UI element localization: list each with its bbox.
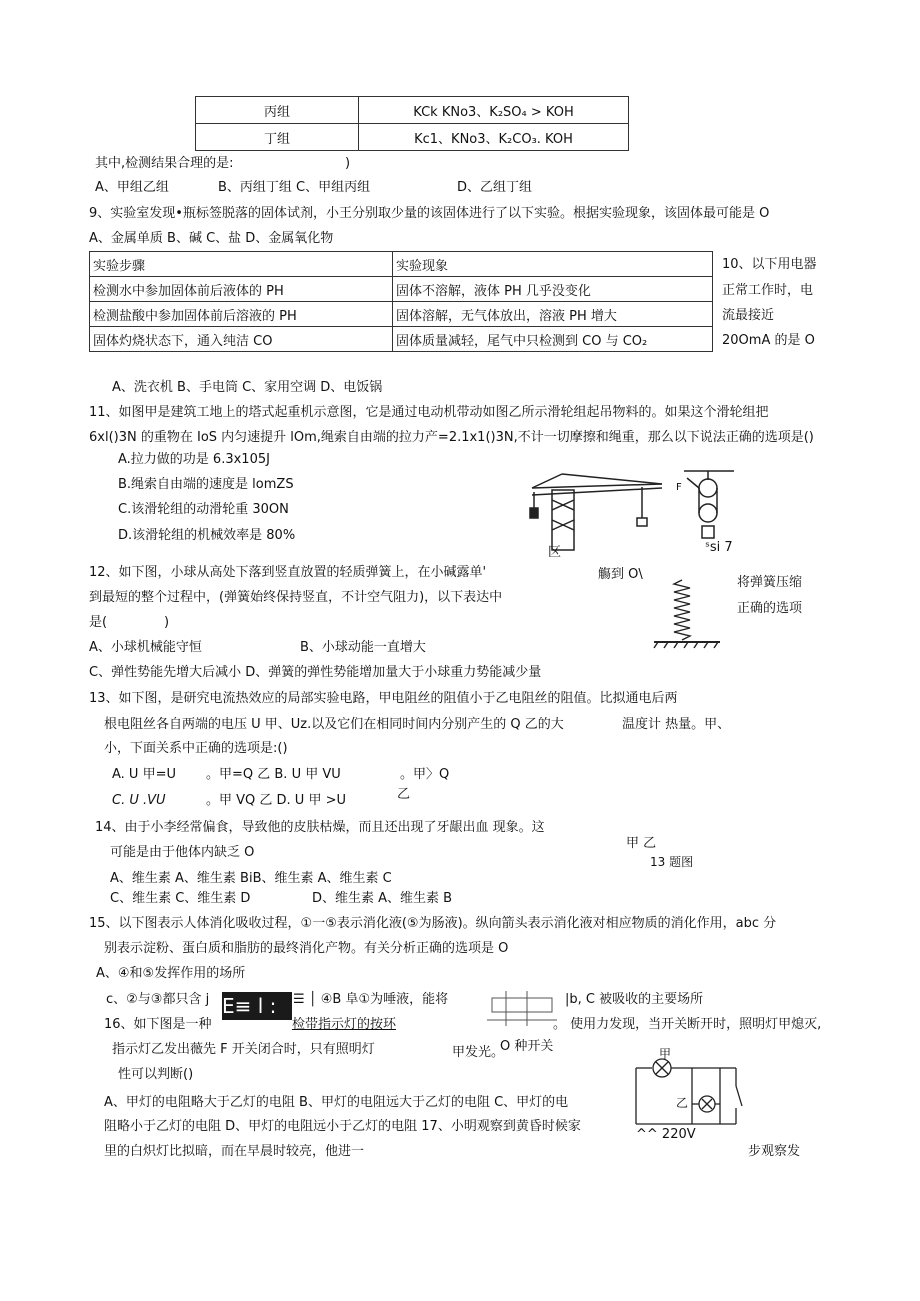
q9-options: A、金属单质 B、碱 C、盐 D、金属氧化物 <box>89 231 334 246</box>
table-row <box>90 327 713 352</box>
q15-option-c-end: |b, C 被吸收的主要场所 <box>565 992 704 1007</box>
figure-label-left: 区 <box>548 545 562 560</box>
q12-paren: ) <box>164 615 170 630</box>
q15-line1: 15、以下图表示人体消化吸收过程，①一⑤表示消化液(⑤为肠液)。纵向箭头表示消化液对相应物质的消化作用，abc 分 <box>89 916 777 931</box>
force-label: F <box>676 482 682 493</box>
q13-line2-right: 温度计 热量。甲、 <box>622 717 731 732</box>
q16-option-1: A、甲灯的电阻略大于乙灯的电阻 B、甲灯的电阻远大于乙灯的电阻 C、甲灯的电 <box>104 1095 569 1110</box>
q13-line3: 小，下面关系中正确的选项是:() <box>104 741 288 756</box>
tower-crane-figure <box>522 470 672 555</box>
table-cell: 固体不溶解，液体 PH 几乎没变化 <box>393 277 713 302</box>
q12-option-b: B、小球动能一直增大 <box>300 640 426 655</box>
q13-option-a3: 。甲〉Q <box>400 767 450 782</box>
q14-line1: 14、由于小李经常偏食，导致他的皮肤枯燥，而且还出现了牙龈出血 现象。这 <box>95 820 545 835</box>
pulley-figure <box>672 468 742 548</box>
q13-option-c3: 乙 <box>397 787 411 802</box>
q14-option-3: D、维生素 A、维生素 B <box>312 891 453 906</box>
circuit-voltage-label: ^^ 220V <box>636 1127 696 1142</box>
q13-option-c1: C. U .VU <box>112 793 166 808</box>
q10-line3: 流最接近 <box>722 308 775 323</box>
q11-line2: 6xl()3N 的重物在 IoS 内匀速提升 lOm,绳索自由端的拉力产=2.1x1()3N,不计一切摩擦和绳重，那么以下说法正确的选项是() <box>89 430 814 445</box>
q13-option-a2: 。甲=Q 乙 B. U 甲 VU <box>206 767 341 782</box>
q13-option-c2: 。甲 VQ 乙 D. U 甲 >U <box>206 793 346 808</box>
q16-option-3: 里的白炽灯比拟暗，而在早晨时较亮，他进一 <box>104 1144 365 1159</box>
circuit-label-yi: 乙 <box>676 1096 689 1110</box>
q16-option-3-right: 步观察发 <box>748 1144 801 1159</box>
q8-option-a: A、甲组乙组 <box>95 180 169 195</box>
circuit-label-jia: 甲 <box>659 1047 672 1061</box>
table-cell: 检测盐酸中参加固体前后溶液的 PH <box>90 302 393 327</box>
q8-paren: ) <box>345 156 351 171</box>
digestion-figure-fragment <box>482 986 562 1036</box>
q16-line2: 指示灯乙发出薇先 F 开关闭合时，只有照明灯 <box>112 1042 375 1057</box>
table-cell: 固体质量减轻，尾气中只检测到 CO 与 CO₂ <box>393 327 713 352</box>
scan-artifact-dark-box: E≡ l : <box>222 992 292 1020</box>
table-cell: 固体灼烧状态下，通入纯洁 CO <box>90 327 393 352</box>
q12-option-cd: C、弹性势能先增大后减小 D、弹簧的弹性势能增加量大于小球重力势能减少量 <box>89 665 542 680</box>
figure-label-jia-yi: 甲 乙 <box>626 836 657 851</box>
content-cell: KCk KNo3、K₂SO₄ > KOH <box>359 97 629 124</box>
table-cell: 检测水中参加固体前后液体的 PH <box>90 277 393 302</box>
q11-line1: 11、如图甲是建筑工地上的塔式起重机示意图，它是通过电动机带动如图乙所示滑轮组起吊物料的。如果这个滑轮组把 <box>89 405 769 420</box>
q12-line1: 12、如下图，小球从高处下落到竖直放置的轻质弹簧上，在小碱露单' <box>89 565 487 580</box>
header-cell: 实验现象 <box>393 252 713 277</box>
experiment-table <box>89 251 713 352</box>
group-cell: 丁组 <box>196 124 359 151</box>
q11-option-d: D.该滑轮组的机械效率是 80% <box>118 528 296 543</box>
q12-right1: 将弹簧压缩 <box>737 575 803 590</box>
q11-option-b: B.绳索自由端的速度是 lomZS <box>118 477 294 492</box>
content-cell: Kc1、KNo3、K₂CO₃. KOH <box>359 124 629 151</box>
q12-line3: 是( <box>89 615 108 630</box>
q14-option-2: C、维生素 C、维生素 D <box>110 891 251 906</box>
q15-line2: 别表示淀粉、蛋白质和脂肪的最终消化产物。有关分析正确的选项是 O <box>104 941 509 956</box>
q10-line4: 20OmA 的是 O <box>722 333 815 348</box>
result-table <box>195 96 629 151</box>
q16-line3: 性可以判断() <box>118 1067 194 1082</box>
q10-line2: 正常工作时，电 <box>722 283 814 298</box>
q8-stem: 其中,检测结果合理的是: <box>95 156 234 171</box>
figure-caption-13: 13 题图 <box>650 855 694 869</box>
table-cell: 固体溶解，无气体放出，溶液 PH 增大 <box>393 302 713 327</box>
table-row <box>90 302 713 327</box>
q13-line1: 13、如下图，是研究电流热效应的局部实验电路，甲电阻丝的阻值小于乙电阻丝的阻值。比拟通电后两 <box>89 691 678 706</box>
q10-line1: 10、以下用电器 <box>722 257 817 272</box>
q13-option-a1: A. U 甲=U <box>112 767 176 782</box>
table-row <box>196 124 629 151</box>
q14-line2: 可能是由于他体内缺乏 O <box>110 845 255 860</box>
q16-line2-right: 甲发光。 <box>452 1045 505 1060</box>
q11-option-c: C.该滑轮组的动滑轮重 30ON <box>118 502 289 517</box>
q12-line2: 到最短的整个过程中，(弹簧始终保持竖直，不计空气阻力)，以下表达中 <box>89 590 503 605</box>
spring-figure <box>652 578 722 650</box>
q15-option-c-mid: ☰ │ ④B 阜①为唾液，能将 <box>293 992 449 1007</box>
q12-option-a: A、小球机械能守恒 <box>89 640 202 655</box>
q16-line2-right2: O 种开关 <box>500 1039 554 1054</box>
q16-line1b: 检带指示灯的按环 <box>292 1017 397 1032</box>
q11-option-a: A.拉力做的功是 6.3x105J <box>118 452 270 467</box>
q16-line1c: 。 使用力发现，当开关断开时，照明灯甲熄灭, <box>553 1017 822 1032</box>
q16-line1a: 16、如下图是一种 <box>104 1017 212 1032</box>
q16-option-2: 阻略小于乙灯的电阻 D、甲灯的电阻远小于乙灯的电阻 17、小明观察到黄昏时候家 <box>104 1119 581 1134</box>
header-cell: 实验步骤 <box>90 252 393 277</box>
table-row <box>196 97 629 124</box>
q12-right2: 正确的选项 <box>737 601 803 616</box>
table-row <box>90 277 713 302</box>
q8-option-d: D、乙组丁组 <box>457 180 533 195</box>
table-header-row <box>90 252 713 277</box>
q8-option-bc: B、丙组丁组 C、甲组丙组 <box>218 180 371 195</box>
q15-option-c-start: c、②与③都只含 j <box>106 992 210 1007</box>
q10-options: A、洗衣机 B、手电筒 C、家用空调 D、电饭锅 <box>112 380 383 395</box>
q13-line2: 根电阻丝各自两端的电压 U 甲、Uz.以及它们在相同时间内分别产生的 Q 乙的大 <box>104 717 564 732</box>
q9-stem: 9、实验室发现•瓶标签脱落的固体试剂，小王分别取少量的该固体进行了以下实验。根据实验现象，该固体最可能是 O <box>89 206 770 221</box>
q12-mid: 觴到 O\ <box>598 567 643 582</box>
group-cell: 丙组 <box>196 97 359 124</box>
figure-label-right: ˢsi 7 <box>705 540 733 555</box>
q15-option-a: A、④和⑤发挥作用的场所 <box>96 966 246 981</box>
q14-option-1: A、维生素 A、维生素 BiB、维生素 A、维生素 C <box>110 871 392 886</box>
